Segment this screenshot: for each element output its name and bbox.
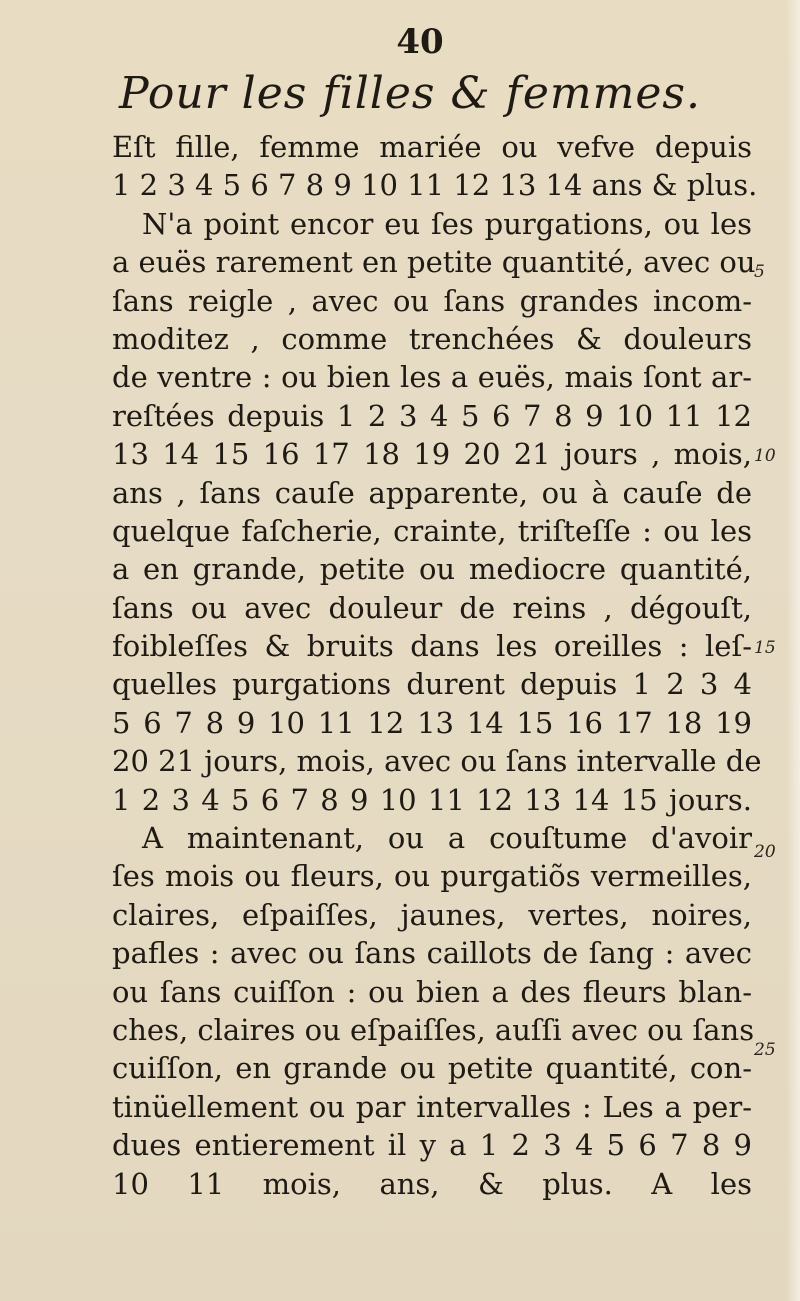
text-line: a en grande, petite ou mediocre quantité, [112,552,752,587]
text-line: 1 2 3 4 5 6 7 8 9 10 11 12 13 14 15 jours. [112,782,752,817]
body-text [112,128,762,1203]
page-number: 40 [396,22,444,62]
text-line: ſans reigle , avec ou ſans grandes incom- [112,283,752,318]
text-line: ches, claires ou eſpaiſſes, auſſi avec ou ſans [112,1012,755,1047]
text-line: a euës rarement en petite quantité, avec ou [112,245,756,280]
text-line: de ventre : ou bien les a euës, mais ſont ar- [112,360,752,395]
margin-line-number: 15 [754,638,776,658]
margin-line-number: 20 [754,842,776,862]
text-line: 5 6 7 8 9 10 11 12 13 14 15 16 17 18 19 [112,705,752,740]
margin-line-number: 5 [754,262,765,282]
text-line: dues entierement il y a 1 2 3 4 5 6 7 8 9 [112,1128,752,1163]
text-line: claires, eſpaiſſes, jaunes, vertes, noires, [112,897,752,932]
text-line: ans , ſans cauſe apparente, ou à cauſe de [112,475,752,510]
text-line: quelles purgations durent depuis 1 2 3 4 [112,667,752,702]
text-line: foibleſſes & bruits dans les oreilles : leſ- [112,629,752,664]
text-line: N'a point encor eu ſes purgations, ou les [142,206,752,241]
text-line: tinüellement ou par intervalles : Les a per- [112,1089,752,1124]
margin-line-number: 25 [754,1040,776,1060]
text-line: Eſt fille, femme mariée ou vefve depuis [112,130,752,164]
text-line: 1 2 3 4 5 6 7 8 9 10 11 12 13 14 ans & plus. [112,168,758,203]
section-heading: Pour les filles & femmes. [119,68,701,119]
text-line: quelque faſcherie, crainte, triſteſſe : ou les [112,513,752,548]
text-line: ſans ou avec douleur de reins , dégouſt, [112,590,752,625]
text-line: 20 21 jours, mois, avec ou ſans intervalle de [112,744,762,779]
text-line: ſes mois ou fleurs, ou purgatiõs vermeilles, [112,859,752,894]
text-line: moditez , comme trenchées & douleurs [112,321,752,356]
text-line: reſtées depuis 1 2 3 4 5 6 7 8 9 10 11 12 [112,398,752,433]
text-line: pafles : avec ou ſans caillots de ſang : avec [112,936,752,971]
text-line: 13 14 15 16 17 18 19 20 21 jours , mois, [112,437,752,472]
text-line: cuiſſon, en grande ou petite quantité, con- [112,1051,752,1086]
text-line: ou ſans cuiſſon : ou bien a des fleurs blan- [112,974,752,1009]
text-line: 10 11 mois, ans, & plus. A les [112,1166,752,1201]
margin-line-number: 10 [754,446,776,466]
text-line: A maintenant, ou a couſtume d'avoir [142,821,752,856]
